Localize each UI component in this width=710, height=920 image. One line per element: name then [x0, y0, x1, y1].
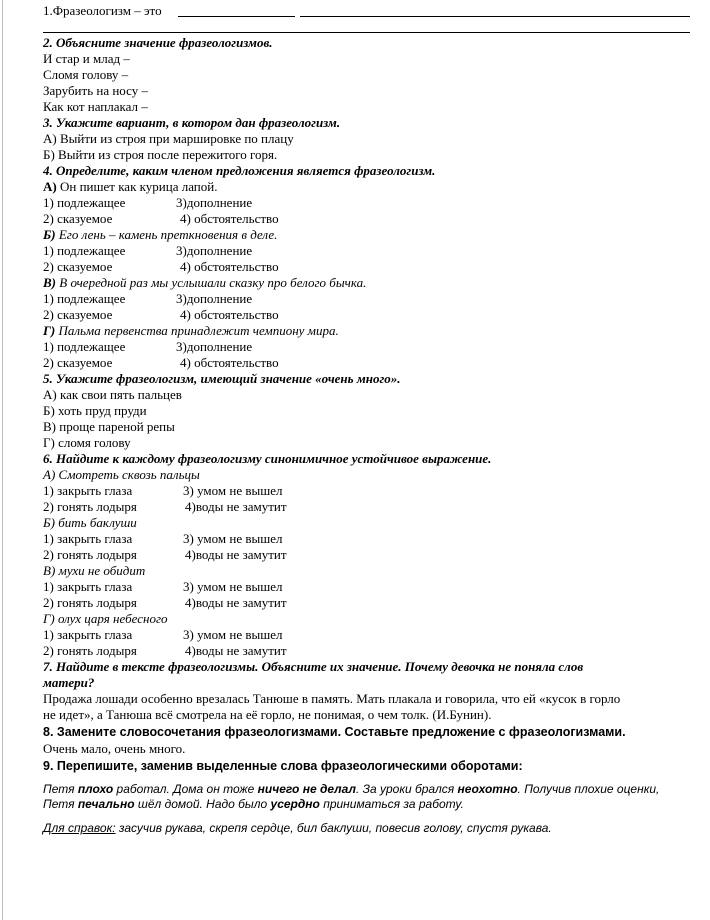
q1-blank-short: [178, 16, 295, 17]
q2-item: И стар и млад –: [43, 51, 130, 66]
q9-reference: [43, 820, 552, 836]
q6-choice: 4)воды не замутит: [185, 643, 287, 658]
q6-choice: 1) закрыть глаза: [43, 531, 133, 546]
q4-choice: 4) обстоятельство: [180, 259, 279, 274]
q9-text: . За уроки брался: [355, 782, 458, 796]
q5-option: А) как свои пять пальцев: [43, 387, 182, 402]
q9-text: работал. Дома он тоже: [113, 782, 258, 796]
q5-heading: 5. Укажите фразеологизм, имеющий значение «очень много».: [43, 371, 401, 386]
q6-choice: 2) гонять лодыря: [43, 499, 137, 514]
q4-choice: 1) подлежащее: [43, 339, 126, 354]
q9-text: приниматься за работу.: [319, 797, 464, 811]
q2-item: Сломя голову –: [43, 67, 129, 82]
q6-choice: 3) умом не вышел: [183, 579, 283, 594]
q6-choice: 4)воды не замутит: [185, 595, 287, 610]
q4-letter: А): [43, 179, 57, 194]
q6-choice: 2) гонять лодыря: [43, 643, 137, 658]
q4-choice: 2) сказуемое: [43, 259, 113, 274]
left-edge-line: [2, 0, 3, 920]
q3-heading: 3. Укажите вариант, в котором дан фразеологизм.: [43, 115, 341, 130]
q9-highlight: ничего не делал: [257, 782, 356, 796]
q3-option: А) Выйти из строя при маршировке по плацу: [43, 131, 294, 146]
q6-choice: 3) умом не вышел: [183, 531, 283, 546]
q4-choice: 4) обстоятельство: [180, 307, 279, 322]
q4-letter: Б): [43, 227, 56, 242]
q4-choice: 1) подлежащее: [43, 291, 126, 306]
q9-reference-text: засучив рукава, скрепя сердце, бил баклуши, повесив голову, спустя рукава.: [115, 821, 552, 835]
q6-choice: 3) умом не вышел: [183, 627, 283, 642]
q9-highlight: неохотно: [457, 782, 518, 796]
q3-option: Б) Выйти из строя после пережитого горя.: [43, 147, 278, 162]
q4-sentence-c: [43, 275, 366, 291]
q6-choice: 3) умом не вышел: [183, 483, 283, 498]
q9-highlight: усердно: [270, 797, 320, 811]
q4-sentence-b: [43, 227, 277, 243]
q6-phrase: А) Смотреть сквозь пальцы: [43, 467, 200, 482]
q6-choice: 1) закрыть глаза: [43, 579, 133, 594]
q7-heading-cont: матери?: [43, 675, 95, 690]
q8-text: Очень мало, очень много.: [43, 741, 186, 756]
q6-choice: 2) гонять лодыря: [43, 595, 137, 610]
q4-text: Он пишет как курица лапой.: [56, 179, 218, 194]
q6-choice: 2) гонять лодыря: [43, 547, 137, 562]
q6-heading: 6. Найдите к каждому фразеологизму синонимичное устойчивое выражение.: [43, 451, 492, 466]
q9-highlight: печально: [77, 797, 135, 811]
q6-choice: 1) закрыть глаза: [43, 483, 133, 498]
q5-option: Б) хоть пруд пруди: [43, 403, 147, 418]
q9-text: Петя: [43, 782, 78, 796]
q6-choice: 1) закрыть глаза: [43, 627, 133, 642]
q7-heading: 7. Найдите в тексте фразеологизмы. Объясните их значение. Почему девочка не поняла слов: [43, 659, 584, 674]
q4-choice: 2) сказуемое: [43, 211, 113, 226]
q4-choice: 2) сказуемое: [43, 355, 113, 370]
q6-phrase: Г) олух царя небесного: [43, 611, 168, 626]
q4-choice: 3)дополнение: [176, 195, 253, 210]
q6-choice: 4)воды не замутит: [185, 499, 287, 514]
q4-heading: 4. Определите, каким членом предложения является фразеологизм.: [43, 163, 436, 178]
q4-choice: 4) обстоятельство: [180, 355, 279, 370]
q9-text-line1: [43, 781, 659, 797]
q2-item: Зарубить на носу –: [43, 83, 148, 98]
q1-label: 1.Фразеологизм – это: [43, 3, 162, 18]
q9-text: Петя: [43, 797, 78, 811]
q4-choice: 3)дополнение: [176, 291, 253, 306]
q4-sentence-a: [43, 179, 217, 195]
q9-text: . Получив плохие оценки,: [517, 782, 660, 796]
q7-text: Продажа лошади особенно врезалась Танюше в память. Мать плакала и говорила, что ей «кусок в горло: [43, 691, 621, 706]
q6-choice: 4)воды не замутит: [185, 547, 287, 562]
q4-sentence-d: [43, 323, 339, 339]
q5-option: В) проще пареной репы: [43, 419, 175, 434]
q9-reference-label: Для справок:: [43, 821, 116, 835]
q1-blank-long: [300, 16, 690, 17]
q6-phrase: Б) бить баклуши: [43, 515, 137, 530]
q4-choice: 1) подлежащее: [43, 243, 126, 258]
q4-choice: 1) подлежащее: [43, 195, 126, 210]
q4-text: Пальма первенства принадлежит чемпиону мира.: [55, 323, 339, 338]
q6-phrase: В) мухи не обидит: [43, 563, 146, 578]
q4-choice: 3)дополнение: [176, 339, 253, 354]
q2-heading: 2. Объясните значение фразеологизмов.: [43, 35, 273, 50]
q9-text-line2: [43, 796, 464, 812]
q4-letter: В): [43, 275, 56, 290]
q9-heading: 9. Перепишите, заменив выделенные слова фразеологическими оборотами:: [43, 759, 523, 773]
q7-text-cont: не идет», а Танюша всё смотрела на её горло, не понимая, о чем толк. (И.Бунин).: [43, 707, 492, 722]
q8-heading: 8. Замените словосочетания фразеологизмами. Составьте предложение с фразеологизмами.: [43, 725, 626, 739]
q5-option: Г) сломя голову: [43, 435, 131, 450]
q4-choice: 2) сказуемое: [43, 307, 113, 322]
q9-highlight: плохо: [77, 782, 114, 796]
q1-blank-line2: [43, 32, 690, 33]
q4-text: Его лень – камень преткновения в деле.: [55, 227, 278, 242]
q2-item: Как кот наплакал –: [43, 99, 148, 114]
q4-letter: Г): [43, 323, 56, 338]
q4-text: В очередной раз мы услышали сказку про белого бычка.: [56, 275, 367, 290]
q4-choice: 3)дополнение: [176, 243, 253, 258]
q9-text: шёл домой. Надо было: [134, 797, 271, 811]
q4-choice: 4) обстоятельство: [180, 211, 279, 226]
